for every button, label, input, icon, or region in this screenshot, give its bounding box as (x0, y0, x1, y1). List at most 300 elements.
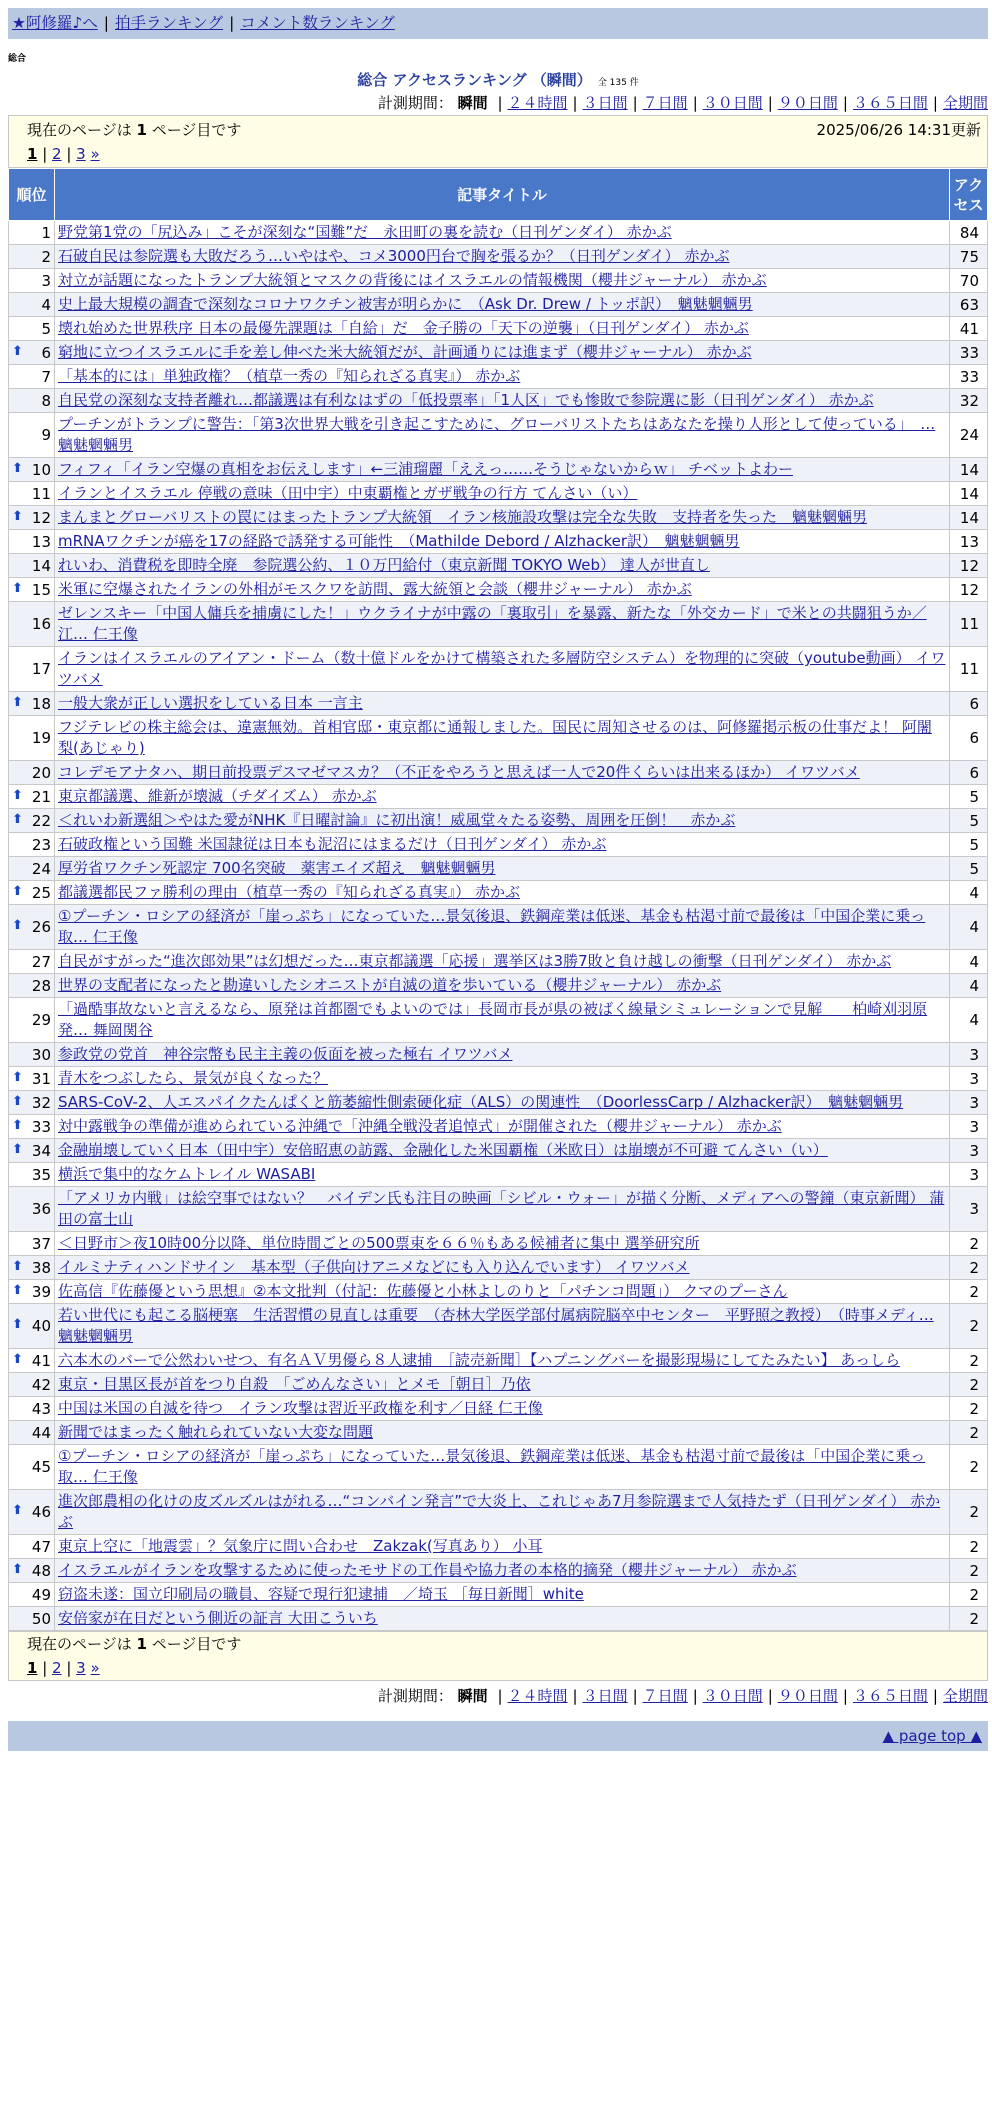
title-cell (55, 482, 950, 506)
table-row (9, 1115, 988, 1139)
rank-up-arrow-icon: ⬆ (12, 1282, 23, 1298)
article-link[interactable]: 米軍に空爆されたイランの外相がモスクワを訪問、露大統領と会談（櫻井ジャーナル） 赤かぶ (58, 580, 692, 598)
page-top-link[interactable]: ▲ page top ▲ (882, 1727, 982, 1745)
rank-cell (9, 245, 55, 269)
separator: | (767, 94, 773, 112)
period-selector (8, 91, 988, 115)
period-link[interactable]: ３６５日間 (852, 1687, 928, 1705)
table-row (9, 1187, 988, 1232)
title-cell (55, 647, 950, 692)
article-link[interactable]: 「アメリカ内戦」は絵空事ではない？ バイデン氏も注目の映画「シビル・ウォー」が描く分断、メディアへの警鐘（東京新聞） 蒲田の富士山 (58, 1189, 945, 1228)
table-row (9, 1445, 988, 1490)
title-header: 記事タイトル (55, 169, 950, 221)
page-title-text: 総合 アクセスランキング （瞬間） (357, 71, 592, 89)
article-link[interactable]: イランはイスラエルのアイアン・ドーム（数十億ドルをかけて構築された多層防空システム）を物理的に突破（youtube動画） イワツバメ (58, 649, 946, 688)
rank-cell (9, 1349, 55, 1373)
period-link[interactable]: ９０日間 (777, 94, 838, 112)
table-row (9, 881, 988, 905)
access-count: 5 (950, 809, 988, 833)
table-row (9, 341, 988, 365)
table-row (9, 1304, 988, 1349)
access-count: 2 (950, 1256, 988, 1280)
access-count: 6 (950, 716, 988, 761)
rank-number: 44 (31, 1423, 51, 1442)
separator: | (632, 94, 638, 112)
article-link[interactable]: 参政党の党首 神谷宗幣も民主主義の仮面を被った極右 イワツバメ (58, 1045, 513, 1063)
title-cell (55, 1187, 950, 1232)
table-row (9, 692, 988, 716)
title-cell (55, 974, 950, 998)
clap-ranking-link[interactable]: 拍手ランキング (115, 14, 224, 32)
rank-number: 18 (31, 694, 51, 713)
table-row (9, 905, 988, 950)
access-count: 5 (950, 857, 988, 881)
rank-number: 12 (31, 508, 51, 527)
title-cell (55, 716, 950, 761)
access-count: 14 (950, 482, 988, 506)
rank-cell (9, 317, 55, 341)
article-link[interactable]: 新聞ではまったく触れられていない大変な問題 (58, 1423, 374, 1441)
article-link[interactable]: 窃盗未遂：国立印刷局の職員、容疑で現行犯逮捕 ／埼玉 ［毎日新聞］white (58, 1585, 584, 1603)
page-info (8, 115, 988, 168)
rank-cell (9, 1232, 55, 1256)
period-current: 瞬間 (457, 94, 488, 112)
access-count: 6 (950, 692, 988, 716)
rank-cell (9, 1043, 55, 1067)
article-link[interactable]: 壊れ始めた世界秩序 日本の最優先課題は「自給」だ 金子勝の「天下の逆襲」（日刊ゲンダイ） 赤かぶ (58, 319, 749, 337)
title-cell (55, 293, 950, 317)
rank-number: 35 (31, 1165, 51, 1184)
article-link[interactable]: ①プーチン・ロシアの経済が「崖っぷち」になっていた…景気後退、鉄鋼産業は低迷、基金も枯渇寸前で最後は「中国企業に乗っ取… 仁王像 (58, 907, 926, 946)
rank-number: 16 (31, 615, 51, 633)
access-count: 2 (950, 1373, 988, 1397)
table-row (9, 245, 988, 269)
table-row (9, 1067, 988, 1091)
article-link[interactable]: 「基本的には」単独政権？（植草一秀の『知られざる真実』） 赤かぶ (58, 367, 521, 385)
article-link[interactable]: 厚労省ワクチン死認定 700名突破 薬害エイズ超え 魑魅魍魎男 (58, 859, 496, 877)
table-row (9, 389, 988, 413)
table-row (9, 716, 988, 761)
rank-up-arrow-icon: ⬆ (12, 343, 23, 359)
rank-up-arrow-icon: ⬆ (12, 811, 23, 827)
title-cell (55, 905, 950, 950)
table-row (9, 998, 988, 1043)
article-link[interactable]: ＜れいわ新選組＞やはた愛がNHK『日曜討論』に初出演！威風堂々たる姿勢、周囲を圧倒！ 赤かぶ (58, 811, 736, 829)
period-link[interactable]: ３６５日間 (852, 94, 928, 112)
rank-cell (9, 1397, 55, 1421)
page-link[interactable]: 3 (76, 145, 86, 163)
article-link[interactable]: コレデモアナタハ、期日前投票デスマゼマスカ？（不正をやろうと思えば一人で20件くらいは出来るほか） イワツバメ (58, 763, 860, 781)
rank-number: 31 (31, 1069, 51, 1088)
access-count: 11 (950, 647, 988, 692)
footer-bar (8, 1721, 988, 1751)
rank-number: 37 (31, 1234, 51, 1253)
table-row (9, 317, 988, 341)
access-count: 2 (950, 1349, 988, 1373)
period-link[interactable]: ７日間 (642, 1687, 688, 1705)
home-link[interactable]: ★阿修羅♪へ (12, 14, 98, 32)
article-link[interactable]: mRNAワクチンが癌を17の経路で誘発する可能性 （Mathilde Debord / Alzhacker訳） 魑魅魍魎男 (58, 532, 740, 550)
title-cell (55, 950, 950, 974)
article-link[interactable]: プーチンがトランプに警告：「第3次世界大戦を引き起こすために、グローバリストたちはあなたを操り人形として使っている」 … 魑魅魍魎男 (58, 415, 936, 454)
rank-cell (9, 1607, 55, 1631)
article-link[interactable]: 安倍家が在日だという側近の証言 大田こういち (58, 1609, 378, 1627)
article-link[interactable]: フィフィ「イラン空爆の真相をお伝えします」←三浦瑠麗「ええっ……そうじゃないからｗ」 チベットよわー (58, 460, 793, 478)
access-count: 11 (950, 602, 988, 647)
article-link[interactable]: イランとイスラエル 停戦の意味（田中宇）中東覇権とガザ戦争の行方 てんさい（い） (58, 484, 638, 502)
access-count: 3 (950, 1187, 988, 1232)
period-selector (8, 1683, 988, 1709)
title-cell (55, 1067, 950, 1091)
article-link[interactable]: 窮地に立つイスラエルに手を差し伸べた米大統領だが、計画通りには進まず（櫻井ジャーナル） 赤かぶ (58, 343, 752, 361)
rank-number: 29 (31, 1011, 51, 1029)
rank-number: 25 (31, 883, 51, 902)
title-cell (55, 785, 950, 809)
period-link[interactable]: ３０日間 (702, 94, 763, 112)
rank-cell (9, 1067, 55, 1091)
access-count: 3 (950, 1139, 988, 1163)
article-link[interactable]: 対中露戦争の準備が進められている沖縄で「沖縄全戦没者追悼式」が開催された（櫻井ジャーナル） 赤かぶ (58, 1117, 782, 1135)
table-row (9, 1091, 988, 1115)
period-link[interactable]: 全期間 (942, 1687, 988, 1705)
table-row (9, 1490, 988, 1535)
article-link[interactable]: イスラエルがイランを攻撃するために使ったモサドの工作員や協力者の本格的摘発（櫻井ジャーナル） 赤かぶ (58, 1561, 797, 1579)
title-cell (55, 809, 950, 833)
separator: | (497, 94, 503, 112)
title-cell (55, 1256, 950, 1280)
access-header: アクセス (950, 169, 988, 221)
title-cell (55, 1607, 950, 1631)
page-link[interactable]: 3 (76, 1659, 86, 1677)
access-count: 33 (950, 341, 988, 365)
access-count: 3 (950, 1067, 988, 1091)
title-cell (55, 269, 950, 293)
rank-number: 20 (31, 763, 51, 782)
rank-number: 38 (31, 1258, 51, 1277)
article-link[interactable]: 東京上空に「地震雲」？気象庁に問い合わせ Zakzak(写真あり） 小耳 (58, 1537, 543, 1555)
page-title (8, 69, 988, 91)
access-count: 3 (950, 1115, 988, 1139)
article-link[interactable]: 石破自民は参院選も大敗だろう…いやはや、コメ3000円台で胸を張るか？（日刊ゲンダイ） 赤かぶ (58, 247, 730, 265)
article-link[interactable]: フジテレビの株主総会は、違憲無効。首相官邸・東京都に通報しました。国民に周知させるのは、阿修羅掲示板の仕事だよ！ 阿闍梨(あじゃり) (58, 718, 932, 757)
pagination (27, 1656, 981, 1680)
access-count: 2 (950, 1445, 988, 1490)
table-row (9, 578, 988, 602)
separator: | (229, 14, 235, 32)
rank-number: 48 (31, 1561, 51, 1580)
table-row (9, 506, 988, 530)
separator: | (61, 145, 77, 163)
rank-number: 7 (41, 367, 51, 386)
article-link[interactable]: 野党第1党の「尻込み」こそが深刻な“国難”だ 永田町の裏を読む（日刊ゲンダイ） 赤かぶ (58, 223, 672, 241)
title-cell (55, 317, 950, 341)
article-link[interactable]: 中国は米国の自滅を待つ イラン攻撃は習近平政権を利す／日経 仁王像 (58, 1399, 543, 1417)
rank-header: 順位 (9, 169, 55, 221)
rank-cell (9, 974, 55, 998)
rank-number: 26 (31, 918, 51, 936)
period-link[interactable]: ２４時間 (507, 94, 568, 112)
article-link[interactable]: 金融崩壊していく日本（田中宇）安倍昭恵の訪露、金融化した米国覇権（米欧日）は崩壊が不可避 てんさい（い） (58, 1141, 828, 1159)
rank-cell (9, 293, 55, 317)
article-link[interactable]: 進次郎農相の化けの皮ズルズルはがれる…“コンバイン発言”で大炎上、これじゃあ7月参院選まで人気持たず（日刊ゲンダイ） 赤かぶ (58, 1492, 941, 1531)
title-cell (55, 998, 950, 1043)
table-row (9, 1163, 988, 1187)
title-cell (55, 458, 950, 482)
period-link[interactable]: ３日間 (582, 1687, 628, 1705)
rank-number: 15 (31, 580, 51, 599)
rank-cell (9, 1445, 55, 1490)
access-count: 12 (950, 578, 988, 602)
article-link[interactable]: 都議選都民ファ勝利の理由（植草一秀の『知られざる真実』） 赤かぶ (58, 883, 520, 901)
article-link[interactable]: ゼレンスキー「中国人傭兵を捕虜にした！」ウクライナが中露の「裏取引」を暴露、新たな「外交カード」で米との共闘狙うか／江… 仁王像 (58, 604, 927, 643)
title-cell (55, 530, 950, 554)
access-count: 2 (950, 1421, 988, 1445)
rank-cell (9, 389, 55, 413)
access-count: 4 (950, 881, 988, 905)
rank-number: 32 (31, 1093, 51, 1112)
title-cell (55, 833, 950, 857)
rank-number: 41 (31, 1351, 51, 1370)
title-cell (55, 1373, 950, 1397)
table-row (9, 365, 988, 389)
rank-number: 21 (31, 787, 51, 806)
rank-up-arrow-icon: ⬆ (12, 1117, 23, 1133)
access-count: 14 (950, 506, 988, 530)
title-cell (55, 1559, 950, 1583)
access-count: 70 (950, 269, 988, 293)
title-cell (55, 1445, 950, 1490)
article-link[interactable]: 青木をつぶしたら、景気が良くなった？ (58, 1069, 329, 1087)
period-link[interactable]: 全期間 (942, 94, 988, 112)
article-link[interactable]: イルミナティハンドサイン 基本型（子供向けアニメなどにも入り込んでいます） イワツバメ (58, 1258, 690, 1276)
title-cell (55, 1163, 950, 1187)
total-count: 全 135 件 (597, 78, 639, 88)
article-link[interactable]: 六本木のバーで公然わいせつ、有名ＡＶ男優ら８人逮捕 ［読売新聞］【ハプニングバーを撮影現場にしてたみたい】 あっしら (58, 1351, 901, 1369)
rank-cell (9, 221, 55, 245)
rank-number: 24 (31, 859, 51, 878)
page-link: 1 (27, 1659, 38, 1677)
rank-up-arrow-icon: ⬆ (12, 1561, 23, 1577)
rank-number: 42 (31, 1375, 51, 1394)
article-link[interactable]: ＜日野市＞夜10時00分以降、単位時間ごとの500票束を６６％もある候補者に集中 選挙研究所 (58, 1234, 700, 1252)
rank-number: 6 (41, 343, 51, 362)
separator: | (932, 1687, 938, 1705)
title-cell (55, 365, 950, 389)
table-row (9, 974, 988, 998)
table-row (9, 1373, 988, 1397)
rank-cell (9, 998, 55, 1043)
rank-number: 13 (31, 532, 51, 551)
article-link[interactable]: れいわ、消費税を即時全廃 参院選公約、１０万円給付（東京新聞 TOKYO Web） 達人が世直し (58, 556, 710, 574)
title-cell (55, 1490, 950, 1535)
rank-cell (9, 602, 55, 647)
access-count: 2 (950, 1280, 988, 1304)
table-row (9, 1397, 988, 1421)
rank-cell (9, 1535, 55, 1559)
article-link[interactable]: 対立が話題になったトランプ大統領とマスクの背後にはイスラエルの情報機関（櫻井ジャーナル） 赤かぶ (58, 271, 767, 289)
rank-number: 45 (31, 1458, 51, 1476)
rank-cell (9, 1559, 55, 1583)
rank-cell (9, 1115, 55, 1139)
rank-cell (9, 785, 55, 809)
title-cell (55, 602, 950, 647)
table-row (9, 482, 988, 506)
title-cell (55, 1139, 950, 1163)
article-link[interactable]: 横浜で集中的なケムトレイル WASABI (58, 1165, 316, 1183)
article-link[interactable]: まんまとグローバリストの罠にはまったトランプ大統領 イラン核施設攻撃は完全な失敗 支持者を失った 魑魅魍魎男 (58, 508, 867, 526)
separator: | (692, 94, 698, 112)
rank-cell (9, 1187, 55, 1232)
table-row (9, 833, 988, 857)
separator: | (767, 1687, 773, 1705)
separator: | (61, 1659, 77, 1677)
title-cell (55, 1535, 950, 1559)
separator: | (692, 1687, 698, 1705)
access-count: 33 (950, 365, 988, 389)
access-count: 3 (950, 1091, 988, 1115)
article-link[interactable]: 若い世代にも起こる脳梗塞 生活習慣の見直しは重要 （杏林大学医学部付属病院脳卒中センター 平野照之教授） （時事メディ… 魑魅魍魎男 (58, 1306, 934, 1345)
rank-number: 8 (41, 391, 51, 410)
title-cell (55, 692, 950, 716)
article-link[interactable]: 世界の支配者になったと勘違いしたシオニストが自滅の道を歩いている（櫻井ジャーナル） 赤かぶ (58, 976, 722, 994)
rank-number: 23 (31, 835, 51, 854)
rank-up-arrow-icon: ⬆ (12, 1069, 23, 1085)
comment-ranking-link[interactable]: コメント数ランキング (240, 14, 395, 32)
rank-cell (9, 1091, 55, 1115)
category-label: 総合 (8, 54, 27, 64)
next-page-link[interactable]: » (90, 145, 100, 163)
title-cell (55, 1115, 950, 1139)
access-count: 4 (950, 950, 988, 974)
rank-number: 40 (31, 1317, 51, 1335)
period-link[interactable]: ３日間 (582, 94, 628, 112)
table-row (9, 293, 988, 317)
rank-number: 47 (31, 1537, 51, 1556)
access-count: 2 (950, 1232, 988, 1256)
rank-cell (9, 1490, 55, 1535)
rank-up-arrow-icon: ⬆ (12, 1317, 23, 1332)
rank-cell (9, 365, 55, 389)
article-link[interactable]: 自民がすがった“進次郎効果”は幻想だった…東京都議選「応援」選挙区は3勝7敗と負け越しの衝撃（日刊ゲンダイ） 赤かぶ (58, 952, 892, 970)
table-row (9, 530, 988, 554)
table-row (9, 950, 988, 974)
rank-cell (9, 578, 55, 602)
access-count: 13 (950, 530, 988, 554)
access-count: 2 (950, 1583, 988, 1607)
rank-cell (9, 1139, 55, 1163)
access-count: 63 (950, 293, 988, 317)
access-count: 32 (950, 389, 988, 413)
article-link[interactable]: 東京都議選、維新が壊滅（チダイズム） 赤かぶ (58, 787, 377, 805)
separator: | (103, 14, 110, 32)
access-count: 12 (950, 554, 988, 578)
rank-number: 36 (31, 1200, 51, 1218)
rank-number: 3 (41, 271, 51, 290)
table-row (9, 857, 988, 881)
table-row (9, 1421, 988, 1445)
period-link[interactable]: ７日間 (642, 94, 688, 112)
period-link[interactable]: ２４時間 (507, 1687, 568, 1705)
period-link[interactable]: ９０日間 (777, 1687, 838, 1705)
access-count: 75 (950, 245, 988, 269)
rank-up-arrow-icon: ⬆ (12, 1141, 23, 1157)
access-count: 4 (950, 974, 988, 998)
separator: | (37, 145, 53, 163)
title-cell (55, 857, 950, 881)
rank-number: 43 (31, 1399, 51, 1418)
ranking-table (8, 168, 988, 1631)
rank-up-arrow-icon: ⬆ (12, 1503, 23, 1518)
rank-cell (9, 833, 55, 857)
rank-cell (9, 1304, 55, 1349)
rank-number: 1 (41, 223, 51, 242)
table-row (9, 1232, 988, 1256)
rank-cell (9, 809, 55, 833)
article-link[interactable]: 一般大衆が正しい選択をしている日本 一言主 (58, 694, 363, 712)
rank-up-arrow-icon: ⬆ (12, 918, 23, 933)
table-row (9, 1535, 988, 1559)
rank-cell (9, 1583, 55, 1607)
separator: | (842, 94, 848, 112)
table-row (9, 602, 988, 647)
article-link[interactable]: 佐高信『佐藤優という思想』②本文批判（付記：佐藤優と小林よしのりと「パチンコ問題」） クマのプーさん (58, 1282, 788, 1300)
rank-number: 4 (41, 295, 51, 314)
article-link[interactable]: 石破政権という国難 米国隷従は日本も泥沼にはまるだけ（日刊ゲンダイ） 赤かぶ (58, 835, 607, 853)
rank-cell (9, 269, 55, 293)
table-row (9, 1139, 988, 1163)
article-link[interactable]: SARS-CoV-2、人エスパイクたんぱくと筋萎縮性側索硬化症（ALS）の関連性 （DoorlessCarp / Alzhacker訳） 魑魅魍魎男 (58, 1093, 904, 1111)
page-link[interactable]: 2 (52, 1659, 62, 1677)
current-page-text: 現在のページは 1 ページ目です (27, 121, 242, 139)
next-page-link[interactable]: » (90, 1659, 100, 1677)
access-count: 41 (950, 317, 988, 341)
article-link[interactable]: ①プーチン・ロシアの経済が「崖っぷち」になっていた…景気後退、鉄鋼産業は低迷、基金も枯渇寸前で最後は「中国企業に乗っ取… 仁王像 (58, 1447, 926, 1486)
access-count: 84 (950, 221, 988, 245)
access-count: 5 (950, 785, 988, 809)
rank-up-arrow-icon: ⬆ (12, 787, 23, 803)
table-row (9, 1559, 988, 1583)
title-cell (55, 1304, 950, 1349)
article-link[interactable]: 東京・目黒区長が首をつり自殺 「ごめんなさい」とメモ［朝日］乃依 (58, 1375, 531, 1393)
page-link[interactable]: 2 (52, 145, 62, 163)
rank-up-arrow-icon: ⬆ (12, 694, 23, 710)
title-cell (55, 1397, 950, 1421)
access-count: 2 (950, 1397, 988, 1421)
rank-cell (9, 1256, 55, 1280)
rank-up-arrow-icon: ⬆ (12, 883, 23, 899)
period-link[interactable]: ３０日間 (702, 1687, 763, 1705)
separator: | (497, 1687, 503, 1705)
table-row (9, 1607, 988, 1631)
title-cell (55, 1043, 950, 1067)
article-link[interactable]: 「過酷事故ないと言えるなら、原発は首都圏でもよいのでは」長岡市長が県の被ばく線量シミュレーションで見解 柏崎刈羽原発… 舞岡関谷 (58, 1000, 928, 1039)
rank-up-arrow-icon: ⬆ (12, 1351, 23, 1367)
title-cell (55, 413, 950, 458)
article-link[interactable]: 自民党の深刻な支持者離れ…都議選は有利なはずの「低投票率」「1人区」でも惨敗で参院選に影（日刊ゲンダイ） 赤かぶ (58, 391, 874, 409)
table-row (9, 809, 988, 833)
updated-timestamp: 2025/06/26 14:31更新 (816, 121, 981, 139)
separator: | (932, 94, 938, 112)
access-count: 2 (950, 1607, 988, 1631)
rank-up-arrow-icon: ⬆ (12, 1258, 23, 1274)
article-link[interactable]: 史上最大規模の調査で深刻なコロナワクチン被害が明らかに （Ask Dr. Drew / トッポ訳） 魑魅魍魎男 (58, 295, 753, 313)
period-label: 計測期間： (377, 1687, 453, 1705)
rank-cell (9, 458, 55, 482)
rank-cell (9, 413, 55, 458)
title-cell (55, 389, 950, 413)
access-count: 2 (950, 1304, 988, 1349)
rank-cell (9, 506, 55, 530)
